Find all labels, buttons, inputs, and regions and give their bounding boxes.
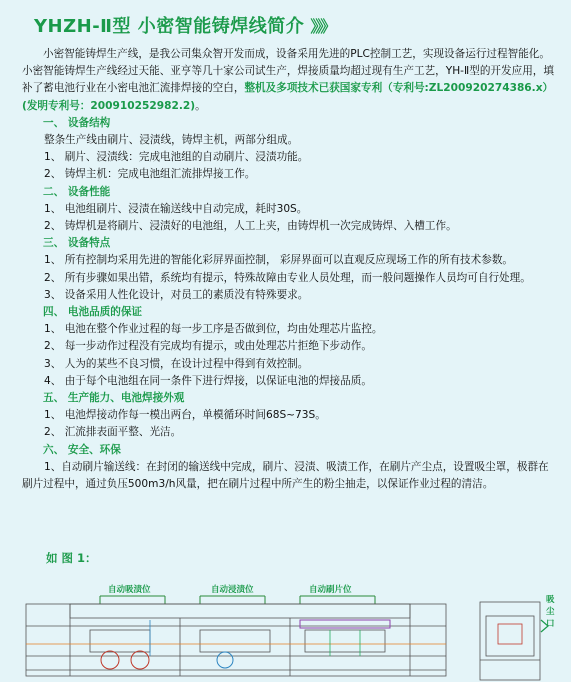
section-heading-quality: 四、 电池品质的保证	[43, 306, 143, 319]
mechanical-parts	[26, 620, 446, 669]
dust-outlet-label-3: 口	[546, 619, 555, 629]
title-row	[34, 12, 333, 38]
figure-caption: 如 图 1：	[46, 551, 97, 565]
section-line: 3、 人为的某些不良习惯，在设计过程中得到有效控制。	[44, 357, 309, 370]
dust-outlet-label-1: 吸	[546, 595, 555, 605]
section-heading-features: 三、 设备特点	[43, 237, 111, 250]
section-line: 2、 所有步骤如果出错，系统均有提示，特殊故障由专业人员处理，而一般问题操作人员均可自行处理。	[44, 271, 531, 284]
section-line: 1、 电池焊接动作每一模出两台，单模循环时间68S~73S。	[44, 409, 326, 422]
intro-paragraph	[22, 46, 558, 115]
patent-highlight: 整机及多项技术已获国家专利（专利号:ZL200920274386.x）(发明专利号：200910252982.2)	[22, 82, 554, 112]
section-line: 1、 电池组刷片、浸渍在输送线中自动完成，耗时30S。	[44, 202, 308, 215]
section-line: 2、 汇流排表面平整、光洁。	[44, 426, 182, 439]
section-line: 1、自动刷片输送线：在封闭的输送线中完成，刷片、浸渍、吸渍工作，在刷片产尘点，设置吸尘罩，极群在刷片过程中，通过负压500m3/h风量，把在刷片过程中所产生的粉尘抽走，以保证作业过程的清洁。	[22, 460, 549, 491]
station-markers	[100, 596, 375, 604]
section-line: 整条生产线由刷片、浸渍线，铸焊主机，两部分组成。	[44, 134, 299, 147]
machine-diagram	[0, 560, 571, 682]
section-heading-structure: 一、 设备结构	[43, 116, 111, 129]
section-heading-performance: 二、 设备性能	[43, 185, 111, 198]
intro-end: 。	[195, 99, 206, 112]
station-label-brush: 自动刷片位	[309, 585, 352, 595]
station-label-dip: 自动浸渍位	[211, 585, 254, 595]
chevrons-icon: 》》》	[310, 16, 334, 36]
intro-text: 小密智能铸焊生产线，是我公司集众智开发而成，设备采用先进的PLC控制工艺，实现设备运行过程智能化。小密智能铸焊生产线经过天能、亚亨等几十家公司试生产，焊接质量均超过现有生产工艺，YH-Ⅱ型的开发应用，填补了蓄电池行业在小密电池汇流排焊接的空白，	[22, 48, 554, 95]
side-view	[480, 602, 540, 680]
section-line: 2、 铸焊机是将刷片、浸渍好的电池组，人工上夹，由铸焊机一次完成铸焊、入槽工作。	[44, 220, 457, 233]
section-line: 1、 电池在整个作业过程的每一步工序是否做到位，均由处理芯片监控。	[44, 323, 383, 336]
section-heading-safety: 六、 安全、环保	[43, 443, 121, 456]
section-line: 2、 每一步动作过程没有完成均有提示，或由处理芯片拒绝下步动作。	[44, 340, 372, 353]
station-label-suction: 自动吸渍位	[108, 585, 151, 595]
section-line: 4、 由于每个电池组在同一条件下进行焊接，以保证电池的焊接品质。	[44, 374, 372, 387]
section-line: 1、 所有控制均采用先进的智能化彩屏界面控制， 彩屏界面可以直观反应现场工作的所有技术参数。	[44, 254, 514, 267]
section-line: 3、 设备采用人性化设计，对员工的素质没有特殊要求。	[44, 288, 309, 301]
section-line: 2、 铸焊主机：完成电池组汇流排焊接工作。	[44, 168, 256, 181]
conveyor-frame	[26, 604, 446, 676]
dust-outlet-label-2: 尘	[546, 607, 555, 617]
section-line: 1、 刷片、浸渍线：完成电池组的自动刷片、浸渍功能。	[44, 151, 309, 164]
page-title: YHZH-Ⅱ型 小密智能铸焊线简介	[34, 16, 305, 37]
section-heading-capacity: 五、 生产能力、电池焊接外观	[43, 392, 185, 405]
document-body	[22, 46, 558, 493]
